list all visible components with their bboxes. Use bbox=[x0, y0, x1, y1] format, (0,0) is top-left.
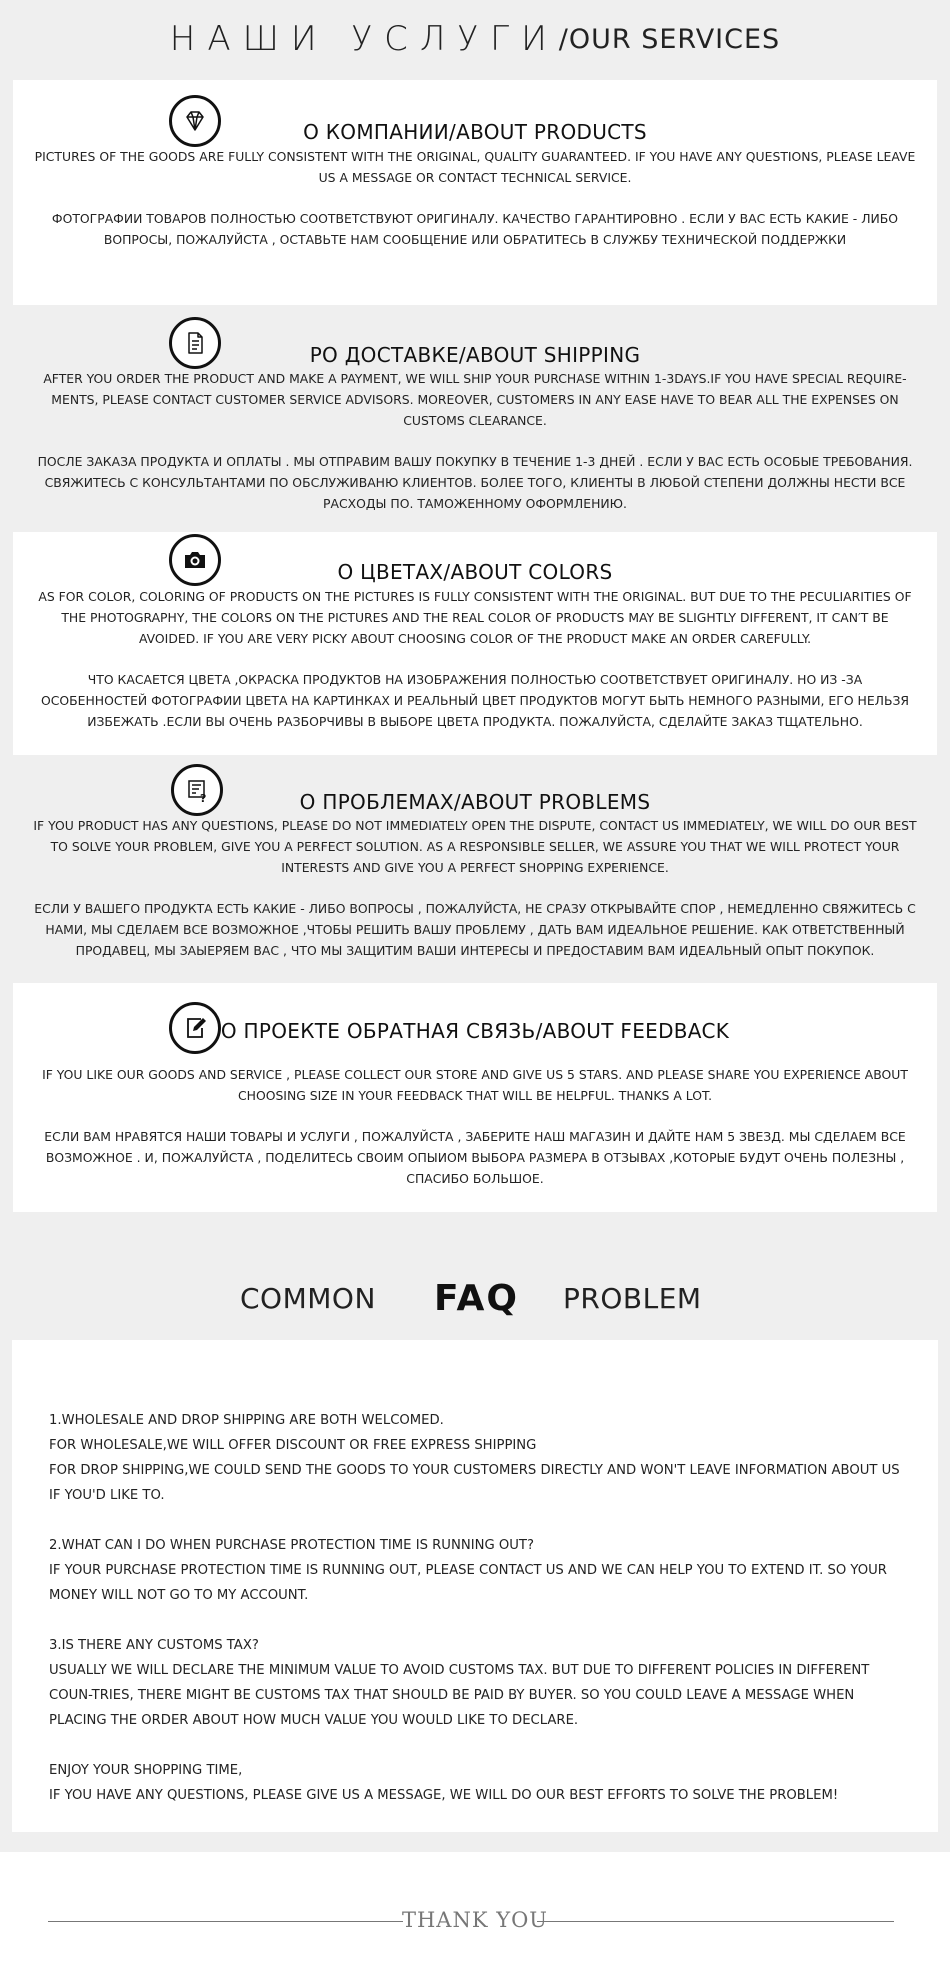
section-text-en: IF YOU PRODUCT HAS ANY QUESTIONS, PLEASE DO NOT IMMEDIATELY OPEN THE DISPUTE, CONTACT US IMMEDIATELY, WE WILL DO OUR BEST TO SOLVE YOUR PROBLEM, GIVE YOU A PERFECT SOLUTION. AS A RESPONSIBLE SELLER, WE ASSURE YOU THAT WE WILL PROTECT YOUR INTERESTS AND GIVE YOU A PERFECT SHOPPING EXPERIENCE. bbox=[33, 818, 917, 875]
section-text bbox=[33, 368, 917, 514]
section-about-colors bbox=[13, 532, 937, 755]
faq-line: IF YOUR PURCHASE PROTECTION TIME IS RUNNING OUT, PLEASE CONTACT US AND WE CAN HELP YOU TO EXTEND IT. SO YOUR MONEY WILL NOT GO TO MY ACCOUNT. bbox=[49, 1563, 887, 1603]
faq-word-common: COMMON bbox=[240, 1282, 376, 1315]
faq-line: 3.IS THERE ANY CUSTOMS TAX? bbox=[49, 1638, 259, 1653]
section-text-ru: ФОТОГРАФИИ ТОВАРОВ ПОЛНОСТЬЮ СООТВЕТСТВУЮТ ОРИГИНАЛУ. КАЧЕСТВО ГАРАНТИРОВНО . ЕСЛИ У ВАС ЕСТЬ КАКИЕ - ЛИБО ВОПРОСЫ, ПОЖАЛУЙСТА , ОСТАВЬТЕ НАМ СООБЩЕНИЕ ИЛИ ОБРАТИТЕСЬ В СЛУЖБУ ТЕХНИЧЕСКОЙ ПОДДЕРЖКИ bbox=[51, 211, 899, 247]
section-title: О ПРОЕКТЕ ОБРАТНАЯ СВЯЗЬ/ABOUT FEEDBACK bbox=[220, 1019, 730, 1043]
section-title: О ЦВЕТАХ/ABOUT COLORS bbox=[337, 560, 613, 584]
faq-line: ENJOY YOUR SHOPPING TIME, bbox=[49, 1763, 243, 1778]
faq-spacer bbox=[49, 1508, 909, 1533]
section-text bbox=[33, 1064, 917, 1189]
faq-line: FOR WHOLESALE,WE WILL OFFER DISCOUNT OR FREE EXPRESS SHIPPING bbox=[49, 1438, 537, 1453]
section-text bbox=[33, 146, 917, 250]
faq-word-problem: PROBLEM bbox=[563, 1282, 702, 1315]
section-title: О ПРОБЛЕМАХ/ABOUT PROBLEMS bbox=[299, 790, 651, 814]
section-text bbox=[33, 586, 917, 732]
section-text-en: PICTURES OF THE GOODS ARE FULLY CONSISTENT WITH THE ORIGINAL, QUALITY GUARANTEED. IF YOU HAVE ANY QUESTIONS, PLEASE LEAVE US A MESSAGE OR CONTACT TECHNICAL SERVICE. bbox=[34, 149, 916, 185]
faq-line: FOR DROP SHIPPING,WE COULD SEND THE GOODS TO YOUR CUSTOMERS DIRECTLY AND WON'T LEAVE INFORMATION ABOUT US IF YOU'D LIKE TO. bbox=[49, 1463, 900, 1503]
section-text-en: AFTER YOU ORDER THE PRODUCT AND MAKE A PAYMENT, WE WILL SHIP YOUR PURCHASE WITHIN 1-3DAYS.IF YOU HAVE SPECIAL REQUIRE-MENTS, PLEASE CONTACT CUSTOMER SERVICE ADVISORS. MOREOVER, CUSTOMERS IN ANY EASE HAVE TO BEAR ALL THE EXPENSES ON CUSTOMS CLEARANCE. bbox=[43, 371, 907, 428]
section-about-products bbox=[13, 80, 937, 305]
faq-text bbox=[49, 1408, 909, 1808]
section-text-ru: ЧТО КАСАЕТСЯ ЦВЕТА ,ОКРАСКА ПРОДУКТОВ НА ИЗОБРАЖЕНИЯ ПОЛНОСТЬЮ СООТВЕТСТВУЕТ ОРИГИНАЛУ. НО ИЗ -ЗА ОСОБЕННОСТЕЙ ФОТОГРАФИИ ЦВЕТА НА КАРТИНКАХ И РЕАЛЬНЫЙ ЦВЕТ ПРОДУКТОВ МОГУТ БЫТЬ НЕМНОГО РАЗНЫМИ, ЕГО НЕЛЬЗЯ ИЗБЕЖАТЬ .ЕСЛИ ВЫ ОЧЕНЬ РАЗБОРЧИВЫ В ВЫБОРЕ ЦВЕТА ПРОДУКТА. ПОЖАЛУЙСТА, СДЕЛАЙТЕ ЗАКАЗ ТЩАТЕЛЬНО. bbox=[40, 672, 910, 729]
svg-text:?: ? bbox=[200, 792, 207, 804]
faq-line: 1.WHOLESALE AND DROP SHIPPING ARE BOTH WELCOMED. bbox=[49, 1413, 444, 1428]
section-text-ru: ЕСЛИ У ВАШЕГО ПРОДУКТА ЕСТЬ КАКИЕ - ЛИБО ВОПРОСЫ , ПОЖАЛУЙСТА, НЕ СРАЗУ ОТКРЫВАЙТЕ СПОР , НЕМЕДЛЕННО СВЯЖИТЕСЬ С НАМИ, МЫ СДЕЛАЕМ ВСЕ ВОЗМОЖНОЕ ,ЧТОБЫ РЕШИТЬ ВАШУ ПРОБЛЕМУ , ДАТЬ ВАМ ИДЕАЛЬНОЕ РЕШЕНИЕ. КАК ОТВЕТСТВЕННЫЙ ПРОДАВЕЦ, МЫ ЗАЫЕРЯЕМ ВАС , ЧТО МЫ ЗАЩИТИМ ВАШИ ИНТЕРЕСЫ И ПРЕДОСТАВИМ ВАМ ИДЕАЛЬНЫЙ ОПЫТ ПОКУПОК. bbox=[34, 901, 916, 958]
header-title-en: /OUR SERVICES bbox=[558, 23, 781, 55]
section-text-ru: ЕСЛИ ВАМ НРАВЯТСЯ НАШИ ТОВАРЫ И УСЛУГИ , ПОЖАЛУЙСТА , ЗАБЕРИТЕ НАШ МАГАЗИН И ДАЙТЕ НАМ 5 ЗВЕЗД. МЫ СДЕЛАЕМ ВСЕ ВОЗМОЖНОЕ . И, ПОЖАЛУЙСТА , ПОДЕЛИТЕСЬ СВОИМ ОПЫИОМ ВЫБОРА РАЗМЕРА В ОТЗЫВАХ ,КОТОРЫЕ БУДУТ ОЧЕНЬ ПОЛЕЗНЫ , СПАСИБО БОЛЬШОЕ. bbox=[44, 1129, 906, 1186]
section-about-shipping bbox=[13, 307, 937, 529]
services-header bbox=[0, 0, 950, 78]
faq-line: USUALLY WE WILL DECLARE THE MINIMUM VALUE TO AVOID CUSTOMS TAX. BUT DUE TO DIFFERENT POLICIES IN DIFFERENT COUN-TRIES, THERE MIGHT BE CUSTOMS TAX THAT SHOULD BE PAID BY BUYER. SO YOU COULD LEAVE A MESSAGE WHEN PLACING THE ORDER ABOUT HOW MUCH VALUE YOU WOULD LIKE TO DECLARE. bbox=[49, 1663, 870, 1728]
faq-header bbox=[0, 1260, 950, 1340]
header-title-ru: НАШИ УСЛУГИ bbox=[169, 19, 559, 59]
thank-you-label: THANK YOU bbox=[401, 1908, 548, 1932]
faq-spacer bbox=[49, 1733, 909, 1758]
section-text-en: IF YOU LIKE OUR GOODS AND SERVICE , PLEASE COLLECT OUR STORE AND GIVE US 5 STARS. AND PLEASE SHARE YOU EXPERIENCE ABOUT CHOOSING SIZE IN YOUR FEEDBACK THAT WILL BE HELPFUL. THANKS A LOT. bbox=[42, 1067, 908, 1103]
section-title: О КОМПАНИИ/ABOUT PRODUCTS bbox=[303, 120, 647, 144]
section-title: РО ДОСТАВКЕ/ABOUT SHIPPING bbox=[309, 343, 641, 367]
faq-spacer bbox=[49, 1608, 909, 1633]
faq-line: 2.WHAT CAN I DO WHEN PURCHASE PROTECTION TIME IS RUNNING OUT? bbox=[49, 1538, 534, 1553]
thank-you-footer bbox=[0, 1852, 950, 1978]
section-about-feedback bbox=[13, 983, 937, 1212]
faq-content bbox=[12, 1340, 938, 1832]
section-text-ru: ПОСЛЕ ЗАКАЗА ПРОДУКТА И ОПЛАТЫ . МЫ ОТПРАВИМ ВАШУ ПОКУПКУ В ТЕЧЕНИЕ 1-3 ДНЕЙ . ЕСЛИ У ВАС ЕСТЬ ОСОБЫЕ ТРЕБОВАНИЯ. СВЯЖИТЕСЬ С КОНСУЛЬТАНТАМИ ПО ОБСЛУЖИВАНЮ КЛИЕНТОВ. БОЛЕЕ ТОГО, КЛИЕНТЫ В ЛЮБОЙ СТЕПЕНИ ДОЛЖНЫ НЕСТИ ВСЕ РАСХОДЫ ПО. ТАМОЖЕННОМУ ОФОРМЛЕНИЮ. bbox=[37, 454, 913, 511]
faq-line: IF YOU HAVE ANY QUESTIONS, PLEASE GIVE US A MESSAGE, WE WILL DO OUR BEST EFFORTS TO SOLVE THE PROBLEM! bbox=[49, 1788, 839, 1803]
faq-title: FAQ bbox=[434, 1278, 519, 1319]
section-text-en: AS FOR COLOR, COLORING OF PRODUCTS ON THE PICTURES IS FULLY CONSISTENT WITH THE ORIGINAL. BUT DUE TO THE PECULIARITIES OF THE PHOTOGRAPHY, THE COLORS ON THE PICTURES AND THE REAL COLOR OF PRODUCTS MAY BE SLIGHTLY DIFFERENT, IT CAN′T BE AVOIDED. IF YOU ARE VERY PICKY ABOUT CHOOSING COLOR OF THE PRODUCT MAKE AN ORDER CAREFULLY. bbox=[38, 589, 912, 646]
section-about-problems bbox=[13, 757, 937, 979]
section-text bbox=[33, 815, 917, 961]
